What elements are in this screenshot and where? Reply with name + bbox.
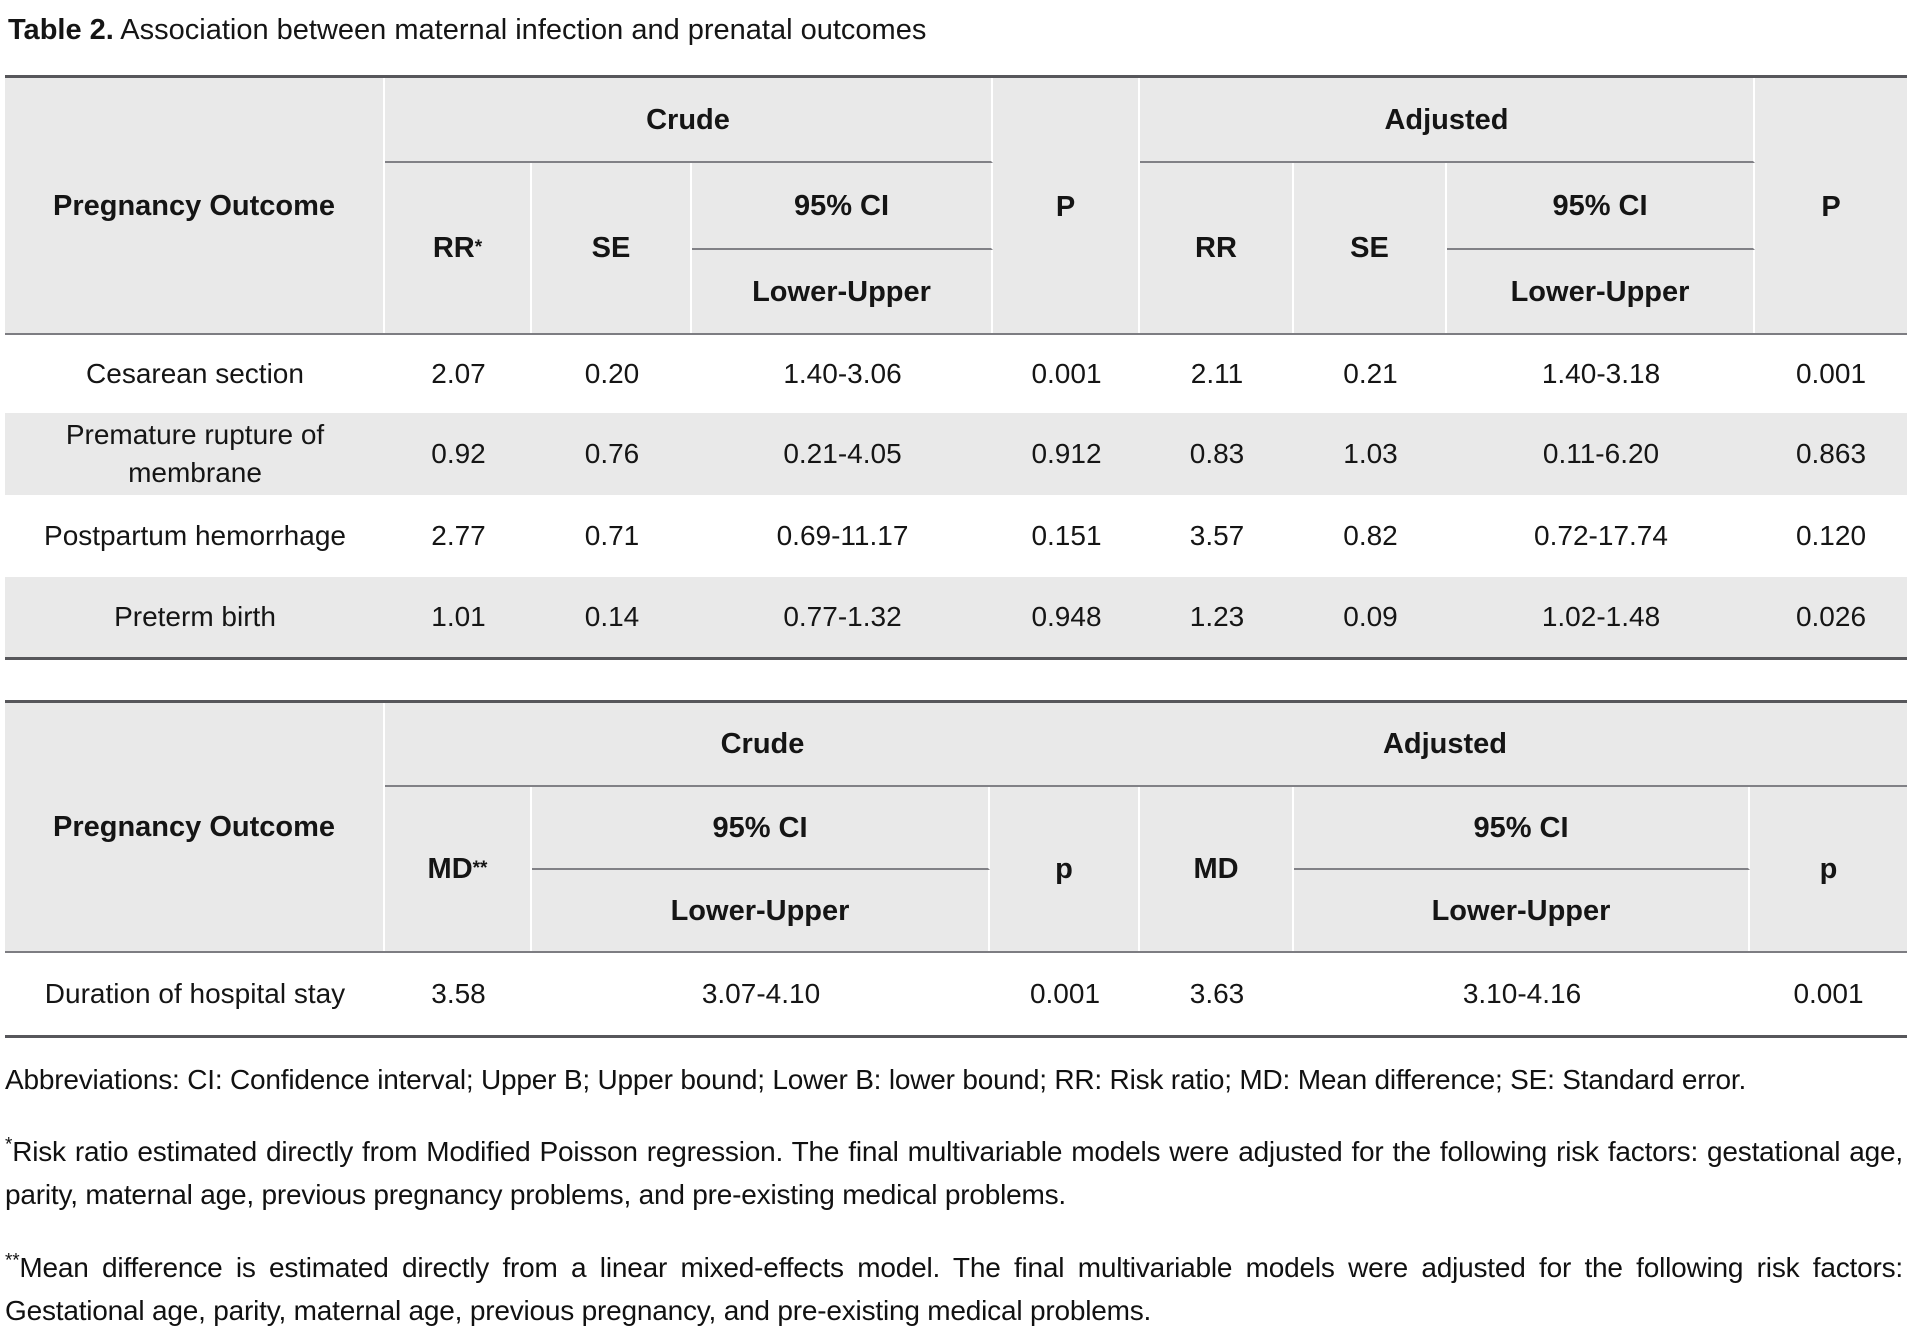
header-group-crude: Crude bbox=[385, 78, 993, 163]
cell-crude-p: 0.948 bbox=[1031, 601, 1102, 632]
header-adjusted-ci: 95% CI bbox=[1447, 163, 1755, 250]
cell-adj-se: 0.82 bbox=[1343, 520, 1398, 551]
cell-crude-se: 0.20 bbox=[584, 358, 640, 389]
table2-body bbox=[5, 953, 1907, 1038]
header-group-row bbox=[385, 703, 1907, 787]
table2-header bbox=[5, 700, 1907, 953]
header-crude-rr: RR * bbox=[385, 163, 532, 333]
table-caption bbox=[8, 12, 926, 48]
cell-crude-ci: 0.21-4.05 bbox=[783, 438, 902, 469]
header-crude-ci: 95% CI bbox=[532, 787, 990, 870]
table-caption-label: Table 2. bbox=[8, 14, 114, 46]
header-adjusted-p: p bbox=[1819, 853, 1838, 885]
footnote2-marker: ** bbox=[5, 1250, 20, 1272]
table-row bbox=[5, 413, 1907, 495]
table-row bbox=[5, 335, 1907, 413]
cell-crude-rr: 0.92 bbox=[431, 438, 486, 469]
cell-crude-p: 0.912 bbox=[1031, 438, 1102, 469]
cell-adj-se: 1.03 bbox=[1343, 438, 1398, 469]
header-adjusted-p: P bbox=[1821, 190, 1841, 223]
table-row bbox=[5, 953, 1907, 1035]
cell-crude-rr: 1.01 bbox=[431, 601, 486, 632]
header-crude-p: P bbox=[993, 163, 1140, 250]
table-row bbox=[5, 495, 1907, 577]
cell-adj-se: 0.21 bbox=[1343, 358, 1398, 389]
outcome-text: Premature rupture of membrane bbox=[65, 419, 325, 488]
header-pregnancy-outcome: Pregnancy Outcome bbox=[5, 703, 385, 951]
header-adjusted-se: SE bbox=[1294, 163, 1447, 333]
header-group-adjusted: Adjusted bbox=[1140, 78, 1755, 163]
rr-label: RR bbox=[432, 232, 475, 264]
header-crude-lower-upper: Lower-Upper bbox=[532, 870, 990, 951]
cell-adj-p: 0.001 bbox=[1793, 978, 1864, 1009]
footnote1-marker: * bbox=[5, 1134, 13, 1156]
header-pregnancy-outcome: Pregnancy Outcome bbox=[5, 78, 385, 333]
footnote-mean-difference bbox=[5, 1246, 1903, 1332]
cell-crude-ci: 0.69-11.17 bbox=[776, 520, 909, 551]
table1-header bbox=[5, 75, 1907, 335]
header-crude-se: SE bbox=[532, 163, 692, 333]
footnote2-text: Mean difference is estimated directly from a linear mixed-effects model. The final multivariable models were adjusted for the following risk factors: Gestational age, parity, maternal age, previous pregnancy, and pre-existing medical problems. bbox=[5, 1252, 1903, 1326]
cell-crude-se: 0.76 bbox=[584, 438, 640, 469]
table-caption-text: Association between maternal infection and prenatal outcomes bbox=[113, 14, 927, 46]
header-group-adjusted: Adjusted bbox=[1382, 728, 1508, 760]
header-crude-p: p bbox=[990, 787, 1140, 951]
cell-adj-ci: 0.72-17.74 bbox=[1534, 520, 1668, 551]
cell-outcome: Preterm birth bbox=[114, 601, 276, 632]
header-adjusted-md: MD bbox=[1140, 787, 1294, 951]
cell-adj-rr: 3.57 bbox=[1189, 520, 1245, 551]
cell-crude-ci: 1.40-3.06 bbox=[783, 358, 902, 389]
table-risk-ratio bbox=[5, 75, 1907, 660]
cell-crude-rr: 2.77 bbox=[431, 520, 486, 551]
header-crude-ci: 95% CI bbox=[692, 163, 993, 250]
cell-adj-ci: 1.40-3.18 bbox=[1541, 358, 1661, 389]
header-crude-md: MD ** bbox=[385, 787, 532, 951]
cell-outcome: Postpartum hemorrhage bbox=[44, 520, 346, 551]
cell-adj-p: 0.120 bbox=[1795, 520, 1867, 551]
cell-crude-p: 0.001 bbox=[1029, 978, 1101, 1009]
header-crude-lower-upper: Lower-Upper bbox=[692, 250, 993, 333]
cell-crude-p: 0.151 bbox=[1031, 520, 1102, 551]
cell-adj-rr: 2.11 bbox=[1190, 358, 1244, 389]
header-adjusted-rr: RR bbox=[1140, 163, 1294, 333]
cell-adj-p: 0.001 bbox=[1795, 358, 1867, 389]
table-mean-difference bbox=[5, 700, 1907, 1038]
footnote-risk-ratio bbox=[5, 1130, 1903, 1216]
cell-crude-ci: 0.77-1.32 bbox=[783, 601, 902, 632]
cell-adj-se: 0.09 bbox=[1343, 601, 1398, 632]
cell-crude-se: 0.71 bbox=[584, 520, 640, 551]
header-group-crude: Crude bbox=[720, 728, 805, 760]
cell-adj-ci: 3.10-4.16 bbox=[1462, 978, 1582, 1009]
cell-crude-se: 0.14 bbox=[584, 601, 640, 632]
cell-crude-rr: 2.07 bbox=[431, 358, 486, 389]
header-spacer bbox=[993, 78, 1140, 163]
abbreviations-note: Abbreviations: CI: Confidence interval; Upper B; Upper bound; Lower B: lower bound; RR: Risk ratio; MD: Mean difference; SE: Standard error. bbox=[5, 1064, 1747, 1095]
footnote1-text: Risk ratio estimated directly from Modified Poisson regression. The final multivariable models were adjusted for the following risk factors: gestational age, parity, maternal age, previous pregnancy problems, and pre-existing medical problems. bbox=[5, 1136, 1903, 1210]
cell-crude-md: 3.58 bbox=[431, 978, 486, 1009]
header-adjusted-lower-upper: Lower-Upper bbox=[1294, 870, 1750, 951]
table-row bbox=[5, 577, 1907, 657]
cell-adj-md: 3.63 bbox=[1189, 978, 1245, 1009]
cell-adj-rr: 0.83 bbox=[1189, 438, 1245, 469]
cell-outcome bbox=[5, 413, 385, 495]
table1-body bbox=[5, 335, 1907, 660]
cell-adj-p: 0.863 bbox=[1795, 438, 1867, 469]
header-spacer bbox=[993, 250, 1140, 333]
header-adjusted-ci: 95% CI bbox=[1294, 787, 1750, 870]
header-adjusted-lower-upper: Lower-Upper bbox=[1447, 250, 1755, 333]
cell-adj-rr: 1.23 bbox=[1189, 601, 1245, 632]
cell-outcome: Duration of hospital stay bbox=[44, 978, 346, 1009]
header-spacer bbox=[1755, 78, 1907, 163]
cell-outcome: Cesarean section bbox=[86, 358, 304, 389]
cell-crude-ci: 3.07-4.10 bbox=[701, 978, 821, 1009]
cell-crude-p: 0.001 bbox=[1031, 358, 1102, 389]
md-label: MD bbox=[427, 853, 473, 885]
cell-adj-p: 0.026 bbox=[1795, 601, 1867, 632]
cell-adj-ci: 0.11-6.20 bbox=[1542, 438, 1660, 469]
cell-adj-ci: 1.02-1.48 bbox=[1541, 601, 1661, 632]
